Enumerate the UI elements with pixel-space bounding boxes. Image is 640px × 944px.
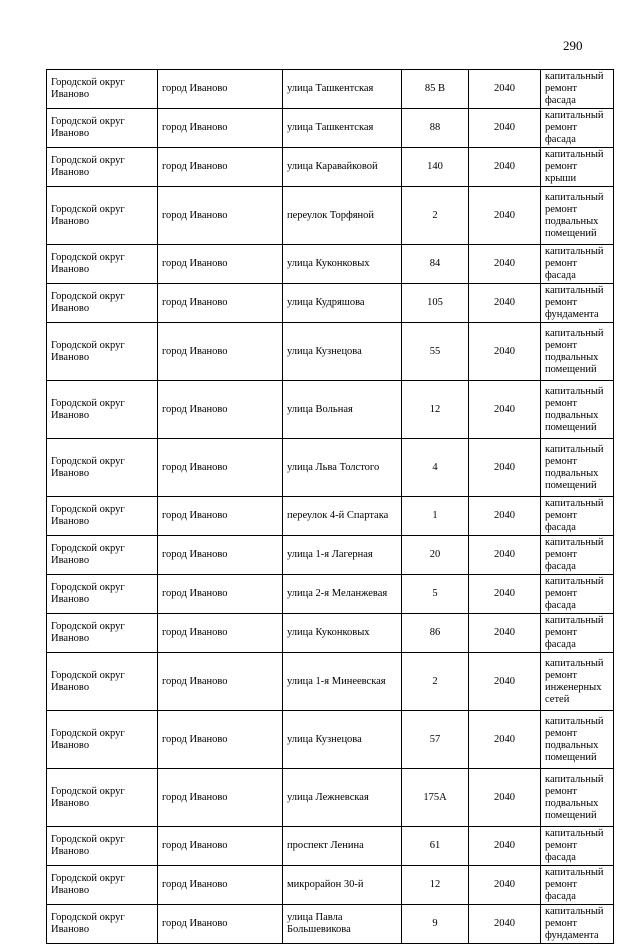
municipality-cell: Городской округ Иваново — [47, 536, 158, 575]
year-cell: 2040 — [469, 109, 541, 148]
year-cell: 2040 — [469, 769, 541, 827]
street-cell: проспект Ленина — [283, 827, 402, 866]
table-row — [47, 575, 614, 614]
municipality-cell: Городской округ Иваново — [47, 497, 158, 536]
street-cell: улица Льва Толстого — [283, 439, 402, 497]
work-type-cell: капитальный ремонт подвальных помещений — [541, 187, 614, 245]
house-number-cell: 2 — [402, 653, 469, 711]
locality-cell: город Иваново — [158, 575, 283, 614]
municipality-cell: Городской округ Иваново — [47, 711, 158, 769]
table-row — [47, 323, 614, 381]
year-cell: 2040 — [469, 148, 541, 187]
municipality-cell: Городской округ Иваново — [47, 653, 158, 711]
house-number-cell: 105 — [402, 284, 469, 323]
locality-cell: город Иваново — [158, 653, 283, 711]
street-cell: микрорайон 30-й — [283, 866, 402, 905]
work-type-cell: капитальный ремонт инженерных сетей — [541, 653, 614, 711]
house-number-cell: 84 — [402, 245, 469, 284]
locality-cell: город Иваново — [158, 245, 283, 284]
work-type-cell: капитальный ремонт фасада — [541, 827, 614, 866]
table-row — [47, 711, 614, 769]
year-cell: 2040 — [469, 905, 541, 944]
table-row — [47, 70, 614, 109]
house-number-cell: 4 — [402, 439, 469, 497]
work-type-cell: капитальный ремонт фасада — [541, 575, 614, 614]
house-number-cell: 85 В — [402, 70, 469, 109]
work-type-cell: капитальный ремонт фасада — [541, 70, 614, 109]
house-number-cell: 12 — [402, 381, 469, 439]
street-cell: улица Павла Большевикова — [283, 905, 402, 944]
work-type-cell: капитальный ремонт фундамента — [541, 284, 614, 323]
municipality-cell: Городской округ Иваново — [47, 575, 158, 614]
house-number-cell: 1 — [402, 497, 469, 536]
work-type-cell: капитальный ремонт фундамента — [541, 905, 614, 944]
street-cell: переулок Торфяной — [283, 187, 402, 245]
municipality-cell: Городской округ Иваново — [47, 284, 158, 323]
year-cell: 2040 — [469, 827, 541, 866]
house-number-cell: 88 — [402, 109, 469, 148]
year-cell: 2040 — [469, 323, 541, 381]
table-row — [47, 614, 614, 653]
house-number-cell: 5 — [402, 575, 469, 614]
locality-cell: город Иваново — [158, 439, 283, 497]
municipality-cell: Городской округ Иваново — [47, 827, 158, 866]
work-type-cell: капитальный ремонт фасада — [541, 614, 614, 653]
table-row — [47, 827, 614, 866]
locality-cell: город Иваново — [158, 70, 283, 109]
street-cell: улица Кудряшова — [283, 284, 402, 323]
table-row — [47, 769, 614, 827]
table-row — [47, 536, 614, 575]
work-type-cell: капитальный ремонт подвальных помещений — [541, 711, 614, 769]
year-cell: 2040 — [469, 381, 541, 439]
municipality-cell: Городской округ Иваново — [47, 381, 158, 439]
municipality-cell: Городской округ Иваново — [47, 905, 158, 944]
municipality-cell: Городской округ Иваново — [47, 614, 158, 653]
table-row — [47, 187, 614, 245]
municipality-cell: Городской округ Иваново — [47, 323, 158, 381]
work-type-cell: капитальный ремонт подвальных помещений — [541, 769, 614, 827]
municipality-cell: Городской округ Иваново — [47, 109, 158, 148]
house-number-cell: 9 — [402, 905, 469, 944]
year-cell: 2040 — [469, 439, 541, 497]
year-cell: 2040 — [469, 70, 541, 109]
year-cell: 2040 — [469, 614, 541, 653]
table-row — [47, 653, 614, 711]
work-type-cell: капитальный ремонт фасада — [541, 866, 614, 905]
table-row — [47, 381, 614, 439]
work-type-cell: капитальный ремонт подвальных помещений — [541, 323, 614, 381]
street-cell: улица 1-я Минеевская — [283, 653, 402, 711]
house-number-cell: 55 — [402, 323, 469, 381]
work-type-cell: капитальный ремонт фасада — [541, 245, 614, 284]
year-cell: 2040 — [469, 866, 541, 905]
street-cell: улица Лежневская — [283, 769, 402, 827]
house-number-cell: 86 — [402, 614, 469, 653]
locality-cell: город Иваново — [158, 148, 283, 187]
street-cell: улица 1-я Лагерная — [283, 536, 402, 575]
year-cell: 2040 — [469, 575, 541, 614]
locality-cell: город Иваново — [158, 827, 283, 866]
work-type-cell: капитальный ремонт крыши — [541, 148, 614, 187]
locality-cell: город Иваново — [158, 614, 283, 653]
year-cell: 2040 — [469, 653, 541, 711]
year-cell: 2040 — [469, 245, 541, 284]
table-row — [47, 905, 614, 944]
locality-cell: город Иваново — [158, 769, 283, 827]
locality-cell: город Иваново — [158, 866, 283, 905]
table-row — [47, 148, 614, 187]
table-row — [47, 109, 614, 148]
locality-cell: город Иваново — [158, 381, 283, 439]
street-cell: улица Ташкентская — [283, 70, 402, 109]
work-type-cell: капитальный ремонт фасада — [541, 109, 614, 148]
work-type-cell: капитальный ремонт фасада — [541, 536, 614, 575]
house-number-cell: 12 — [402, 866, 469, 905]
work-type-cell: капитальный ремонт подвальных помещений — [541, 439, 614, 497]
street-cell: улица Каравайковой — [283, 148, 402, 187]
street-cell: улица 2-я Меланжевая — [283, 575, 402, 614]
street-cell: улица Вольная — [283, 381, 402, 439]
street-cell: улица Кузнецова — [283, 323, 402, 381]
year-cell: 2040 — [469, 284, 541, 323]
house-number-cell: 61 — [402, 827, 469, 866]
table-row — [47, 284, 614, 323]
locality-cell: город Иваново — [158, 536, 283, 575]
municipality-cell: Городской округ Иваново — [47, 439, 158, 497]
municipality-cell: Городской округ Иваново — [47, 866, 158, 905]
locality-cell: город Иваново — [158, 284, 283, 323]
year-cell: 2040 — [469, 711, 541, 769]
locality-cell: город Иваново — [158, 497, 283, 536]
table-row — [47, 497, 614, 536]
house-number-cell: 57 — [402, 711, 469, 769]
street-cell: улица Куконковых — [283, 245, 402, 284]
municipality-cell: Городской округ Иваново — [47, 245, 158, 284]
street-cell: улица Куконковых — [283, 614, 402, 653]
municipality-cell: Городской округ Иваново — [47, 769, 158, 827]
locality-cell: город Иваново — [158, 187, 283, 245]
locality-cell: город Иваново — [158, 711, 283, 769]
street-cell: переулок 4-й Спартака — [283, 497, 402, 536]
house-number-cell: 175А — [402, 769, 469, 827]
year-cell: 2040 — [469, 536, 541, 575]
municipality-cell: Городской округ Иваново — [47, 148, 158, 187]
house-number-cell: 140 — [402, 148, 469, 187]
table-row — [47, 866, 614, 905]
page-number: 290 — [563, 38, 583, 53]
locality-cell: город Иваново — [158, 109, 283, 148]
street-cell: улица Кузнецова — [283, 711, 402, 769]
table-row — [47, 245, 614, 284]
year-cell: 2040 — [469, 497, 541, 536]
locality-cell: город Иваново — [158, 323, 283, 381]
repair-schedule-table — [46, 69, 614, 944]
municipality-cell: Городской округ Иваново — [47, 187, 158, 245]
municipality-cell: Городской округ Иваново — [47, 70, 158, 109]
work-type-cell: капитальный ремонт подвальных помещений — [541, 381, 614, 439]
house-number-cell: 20 — [402, 536, 469, 575]
house-number-cell: 2 — [402, 187, 469, 245]
year-cell: 2040 — [469, 187, 541, 245]
locality-cell: город Иваново — [158, 905, 283, 944]
street-cell: улица Ташкентская — [283, 109, 402, 148]
table-row — [47, 439, 614, 497]
work-type-cell: капитальный ремонт фасада — [541, 497, 614, 536]
